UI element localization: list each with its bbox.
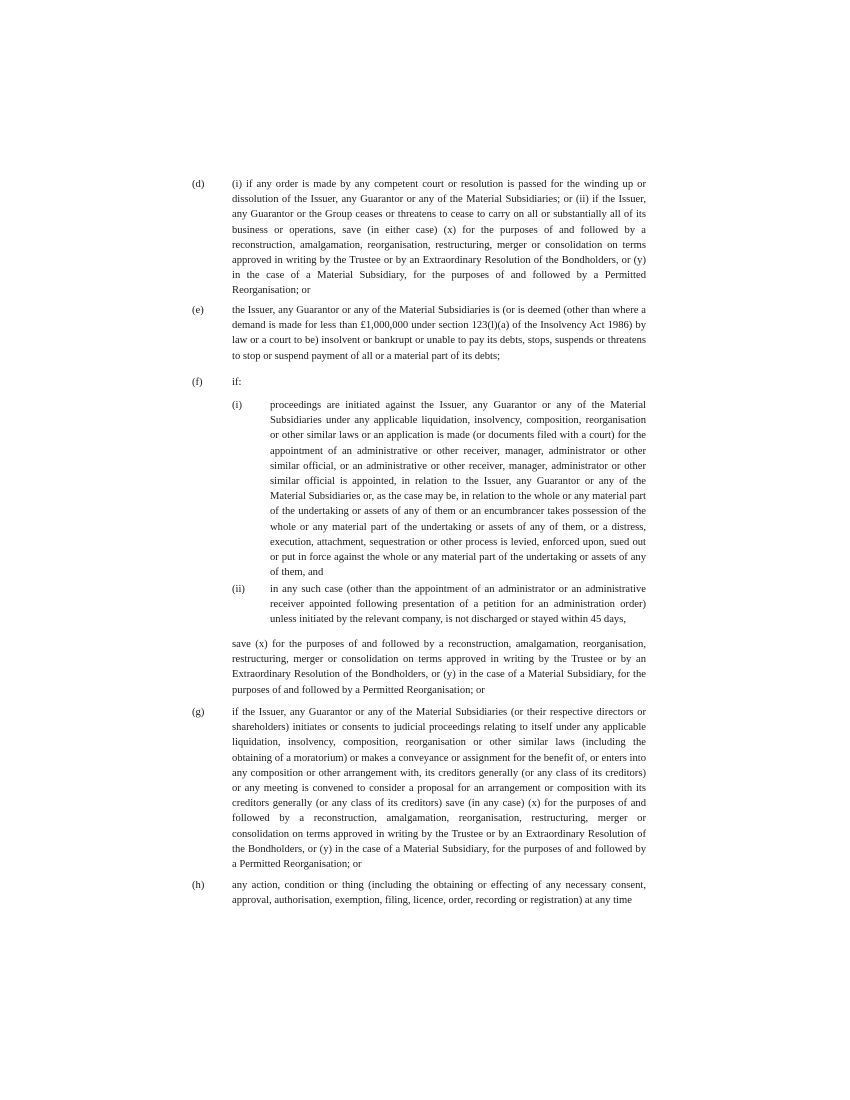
subclause-text: proceedings are initiated against the Issuer, any Guarantor or any of the Material Subsidiaries under any applicable liquidation, insolvency, composition, reorganisation or other similar laws or an application is made (or documents filed with a court) for the appointment of an administrative or other receiver, manager, administrator or other similar official, or an administrative or other receiver, manager, administrator or other similar official is appointed, in relation to the Issuer, any Guarantor or any of the Material Subsidiaries or, as the case may be, in relation to the whole or any material part of the undertaking or assets of any of them or an encumbrancer takes possession of the whole or any material part of the undertaking or assets of any of them, or a distress, execution, attachment, sequestration or other process is levied, enforced upon, sued out or put in force against the whole or any material part of the undertaking or assets of any of them, and <box>270 400 646 579</box>
subclause-label: (i) <box>232 400 242 411</box>
clause-label: (h) <box>192 880 205 891</box>
clause-text: if: <box>232 377 242 388</box>
clause-text: (i) if any order is made by any competent court or resolution is passed for the winding up or dissolution of the Issuer, any Guarantor or any of the Material Subsidiaries; or (ii) if the Issuer, any Guarantor or the Group ceases or threatens to cease to carry on all or substantially all of its business or operations, save (in either case) (x) for the purposes of and followed by a reconstruction, amalgamation, reorganisation, restructuring, merger or consolidation on terms approved in writing by the Trustee or by an Extraordinary Resolution of the Bondholders, or (y) in the case of a Material Subsidiary, for the purposes of and followed by a Permitted Reorganisation; or <box>232 179 646 297</box>
clause-label: (g) <box>192 707 205 718</box>
clause-f-save-text: save (x) for the purposes of and followed by a reconstruction, amalgamation, reorganisation, restructuring, merger or consolidation on terms approved in writing by the Trustee or by an Extraordinary Resolution of the Bondholders, or (y) in the case of a Material Subsidiary, for the purposes of and followed by a Permitted Reorganisation; or <box>232 639 646 696</box>
subclause-text: in any such case (other than the appointment of an administrator or an administrative receiver appointed following presentation of a petition for an administration order) unless initiated by the relevant company, is not discharged or stayed within 45 days, <box>270 584 646 626</box>
clause-label: (e) <box>192 305 204 316</box>
clause-text: any action, condition or thing (including the obtaining or effecting of any necessary consent, approval, authorisation, exemption, filing, licence, order, recording or registration) at any time <box>232 880 646 907</box>
clause-label: (d) <box>192 179 205 190</box>
clause-text: if the Issuer, any Guarantor or any of the Material Subsidiaries (or their respective directors or shareholders) initiates or consents to judicial proceedings relating to itself under any applicable liquidation, insolvency, composition, reorganisation or other similar laws (including the obtaining of a moratorium) or makes a conveyance or assignment for the benefit of, or enters into any composition or other arrangement with, its creditors generally (or any class of its creditors) or any meeting is convened to consider a proposal for an arrangement or composition with its creditors generally (or any class of its creditors) save (in any case) (x) for the purposes of and followed by a reconstruction, amalgamation, reorganisation, restructuring, merger or consolidation on terms approved in writing by the Trustee or by an Extraordinary Resolution of the Bondholders, or (y) in the case of a Material Subsidiary, for the purposes of and followed by a Permitted Reorganisation; or <box>232 707 646 871</box>
clause-text: the Issuer, any Guarantor or any of the Material Subsidiaries is (or is deemed (other than where a demand is made for less than £1,000,000 under section 123(l)(a) of the Insolvency Act 1986) by law or a court to be) insolvent or bankrupt or unable to pay its debts, stops, suspends or threatens to stop or suspend payment of all or a material part of its debts; <box>232 305 646 362</box>
subclause-label: (ii) <box>232 584 245 595</box>
clause-label: (f) <box>192 377 203 388</box>
